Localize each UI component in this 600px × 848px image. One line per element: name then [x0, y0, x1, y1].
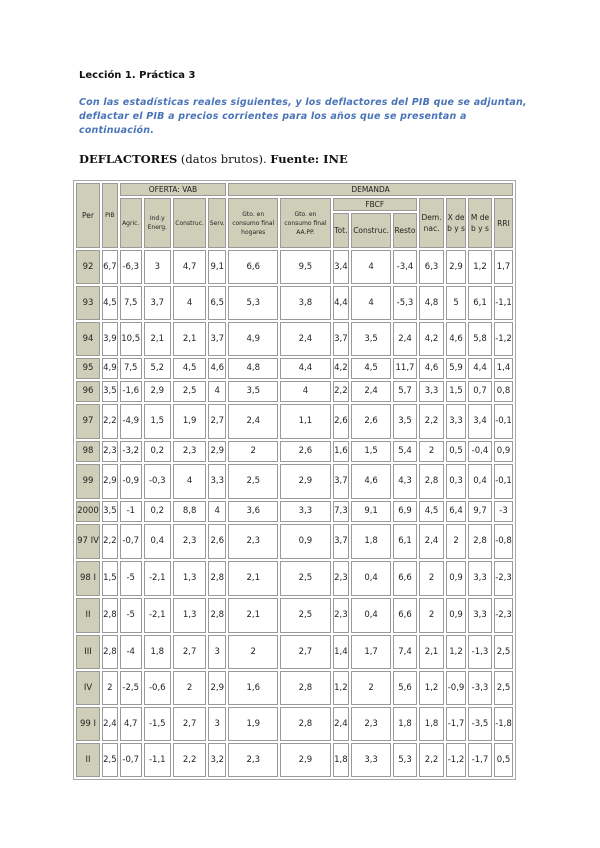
table-cell: 8,8 [173, 501, 206, 522]
table-cell: 2,7 [173, 707, 206, 741]
table-cell: 4 [208, 381, 226, 402]
table-cell: 5,2 [144, 358, 171, 379]
table-cell: 11,7 [393, 358, 417, 379]
table-cell: 3,3 [419, 381, 444, 402]
table-cell: 3,3 [351, 743, 391, 777]
table-cell: 2,4 [102, 707, 118, 741]
table-cell: -4 [120, 635, 142, 669]
table-cell: -1,1 [494, 286, 513, 320]
table-cell: 2,3 [102, 441, 118, 462]
table-cell: 1,9 [173, 404, 206, 439]
col-serv: Serv. [208, 198, 226, 248]
table-cell: 6,6 [393, 561, 417, 596]
table-cell: 2 [446, 524, 466, 559]
table-cell: 2 [419, 441, 444, 462]
table-cell: -5 [120, 598, 142, 633]
table-cell: 2,4 [419, 524, 444, 559]
lesson-title: Lección 1. Práctica 3 [79, 70, 196, 81]
table-cell: 2,4 [228, 404, 278, 439]
table-cell: 4,9 [228, 322, 278, 356]
table-cell: 3,5 [102, 501, 118, 522]
table-cell: 2,2 [419, 404, 444, 439]
table-cell: 4 [208, 501, 226, 522]
table-cell: 5,3 [393, 743, 417, 777]
table-cell: 2,2 [102, 524, 118, 559]
table-cell: 3,5 [351, 322, 391, 356]
table-cell: 1,4 [333, 635, 350, 669]
table-cell: 2,3 [173, 441, 206, 462]
table-cell: 5,6 [393, 671, 417, 705]
table-cell: 2,8 [208, 561, 226, 596]
table-cell: 2,7 [280, 635, 330, 669]
col-m-bys: M de b y s [468, 198, 492, 248]
table-cell: 1,7 [351, 635, 391, 669]
table-cell: 4,6 [208, 358, 226, 379]
heading-deflactores: DEFLACTORES [79, 152, 178, 166]
table-row [76, 441, 513, 462]
table-cell: 2,9 [144, 381, 171, 402]
table-row [76, 671, 513, 705]
table-cell: 2,3 [228, 743, 278, 777]
table-cell: -1,8 [494, 707, 513, 741]
table-cell: 5 [446, 286, 466, 320]
table-cell: 3 [208, 635, 226, 669]
table-cell: -0,6 [144, 671, 171, 705]
table-cell: 2,6 [333, 404, 350, 439]
table-cell: 2 [419, 598, 444, 633]
table-cell: 3,3 [446, 404, 466, 439]
table-cell: 1,2 [446, 635, 466, 669]
col-per: Per [76, 183, 100, 248]
row-period: 2000 [76, 501, 100, 522]
table-cell: 4 [351, 250, 391, 284]
table-cell: -1,3 [468, 635, 492, 669]
table-cell: 3,7 [333, 464, 350, 499]
table-cell: -3,5 [468, 707, 492, 741]
table-cell: -2,1 [144, 598, 171, 633]
table-cell: 6,4 [446, 501, 466, 522]
table-cell: 0,2 [144, 501, 171, 522]
table-cell: 2,8 [208, 598, 226, 633]
table-cell: -3,3 [468, 671, 492, 705]
table-cell: 2,3 [333, 561, 350, 596]
table-cell: 2,1 [228, 598, 278, 633]
table-cell: 0,5 [446, 441, 466, 462]
table-cell: 1,2 [419, 671, 444, 705]
table-cell: 6,9 [393, 501, 417, 522]
table-cell: 4,3 [393, 464, 417, 499]
table-cell: 4 [173, 464, 206, 499]
table-cell: 3,5 [102, 381, 118, 402]
table-cell: 1,5 [446, 381, 466, 402]
table-cell: 0,8 [494, 381, 513, 402]
table-cell: -1 [120, 501, 142, 522]
table-cell: 0,5 [494, 743, 513, 777]
table-cell: -2,3 [494, 561, 513, 596]
table-cell: 0,4 [351, 598, 391, 633]
table-cell: -0,9 [446, 671, 466, 705]
col-ind-energ: Ind.y Energ. [144, 198, 171, 248]
table-cell: 3,7 [144, 286, 171, 320]
table-cell: 3,3 [280, 501, 330, 522]
table-cell: -0,7 [120, 524, 142, 559]
table-cell: -2,1 [144, 561, 171, 596]
table-cell: 2,1 [144, 322, 171, 356]
table-cell: 1,8 [351, 524, 391, 559]
table-cell: 2,1 [419, 635, 444, 669]
table-cell: -0,3 [144, 464, 171, 499]
table-cell: -1,7 [446, 707, 466, 741]
table-cell: 6,7 [102, 250, 118, 284]
col-gto-hogares: Gto. en consumo final hogares [228, 198, 278, 248]
table-cell: 3,2 [208, 743, 226, 777]
table-cell: 3,5 [393, 404, 417, 439]
table-row [76, 286, 513, 320]
table-cell: 2,6 [208, 524, 226, 559]
table-cell: 3,4 [333, 250, 350, 284]
table-cell: 5,7 [393, 381, 417, 402]
table-row [76, 358, 513, 379]
table-cell: 1,8 [333, 743, 350, 777]
table-cell: 1,6 [333, 441, 350, 462]
table-cell: 4 [351, 286, 391, 320]
row-period: II [76, 743, 100, 777]
table-cell: 3,7 [333, 322, 350, 356]
table-cell: 0,9 [494, 441, 513, 462]
table-cell: -1,5 [144, 707, 171, 741]
table-cell: 3 [144, 250, 171, 284]
table-cell: 1,1 [280, 404, 330, 439]
table-cell: 6,5 [208, 286, 226, 320]
table-cell: 2,3 [351, 707, 391, 741]
table-cell: 2,4 [351, 381, 391, 402]
table-cell: 4,5 [173, 358, 206, 379]
col-pib: PIB [102, 183, 118, 248]
table-row [76, 381, 513, 402]
table-cell: -3,2 [120, 441, 142, 462]
table-cell: -5 [120, 561, 142, 596]
table-cell: 7,5 [120, 286, 142, 320]
col-fbcf-resto: Resto [393, 213, 417, 248]
table-row [76, 404, 513, 439]
table-cell: 4,7 [173, 250, 206, 284]
table-row [76, 598, 513, 633]
table-cell: 6,1 [393, 524, 417, 559]
group-fbcf: FBCF [333, 198, 418, 211]
table-cell: -0,4 [468, 441, 492, 462]
col-gto-aapp: Gto. en consumo final AA.PP. [280, 198, 330, 248]
table-cell: 2,8 [419, 464, 444, 499]
table-cell: 2,4 [280, 322, 330, 356]
table-cell: 3,3 [468, 598, 492, 633]
table-cell: -1,7 [468, 743, 492, 777]
table-cell: -1,6 [120, 381, 142, 402]
table-cell: 4,5 [351, 358, 391, 379]
table-cell: -0,7 [120, 743, 142, 777]
table-cell: 0,9 [446, 598, 466, 633]
table-cell: 9,5 [280, 250, 330, 284]
table-cell: 5,8 [468, 322, 492, 356]
table-cell: 1,2 [333, 671, 350, 705]
table-cell: 1,7 [494, 250, 513, 284]
table-cell: 7,4 [393, 635, 417, 669]
row-period: 94 [76, 322, 100, 356]
table-cell: 2,5 [494, 671, 513, 705]
table-cell: -2,3 [494, 598, 513, 633]
table-cell: -3 [494, 501, 513, 522]
row-period: 93 [76, 286, 100, 320]
table-cell: 4,8 [228, 358, 278, 379]
table-cell: 3,7 [333, 524, 350, 559]
col-construc: Construc. [173, 198, 206, 248]
table-cell: 2,8 [102, 635, 118, 669]
table-cell: 2,6 [351, 404, 391, 439]
table-cell: 7,5 [120, 358, 142, 379]
col-fbcf-tot: Tot. [333, 213, 350, 248]
table-cell: 4,2 [419, 322, 444, 356]
table-cell: 1,9 [228, 707, 278, 741]
table-cell: -3,4 [393, 250, 417, 284]
table-cell: -4,9 [120, 404, 142, 439]
table-cell: 0,9 [280, 524, 330, 559]
table-cell: 6,3 [419, 250, 444, 284]
table-row [76, 322, 513, 356]
table-cell: 2,5 [102, 743, 118, 777]
table-cell: 3,7 [208, 322, 226, 356]
table-cell: 6,6 [393, 598, 417, 633]
table-cell: 4,6 [446, 322, 466, 356]
table-cell: 3,5 [228, 381, 278, 402]
table-cell: 2,3 [333, 598, 350, 633]
table-cell: 0,9 [446, 561, 466, 596]
table-cell: 3,4 [468, 404, 492, 439]
table-cell: 6,1 [468, 286, 492, 320]
table-row [76, 561, 513, 596]
group-demanda: DEMANDA [228, 183, 513, 196]
row-period: 99 [76, 464, 100, 499]
col-fbcf-construc: Construc. [351, 213, 391, 248]
table-row [76, 635, 513, 669]
table-cell: 3,3 [468, 561, 492, 596]
table-cell: 9,1 [351, 501, 391, 522]
instructions-paragraph: Con las estadísticas reales siguientes, y los deflactores del PIB que se adjuntan, deflactar el PIB a precios corrientes para los años que se presentan a continuación. [79, 97, 527, 136]
table-cell: 0,4 [144, 524, 171, 559]
table-cell: 2,1 [173, 322, 206, 356]
table-cell: 7,3 [333, 501, 350, 522]
table-cell: 2,1 [228, 561, 278, 596]
table-cell: 5,3 [228, 286, 278, 320]
table-cell: 1,3 [173, 598, 206, 633]
table-row [76, 743, 513, 777]
table-cell: 2 [351, 671, 391, 705]
table-cell: -1,2 [494, 322, 513, 356]
row-period: 99 I [76, 707, 100, 741]
table-cell: 4,4 [333, 286, 350, 320]
table-cell: 4,6 [351, 464, 391, 499]
table-cell: 2 [419, 561, 444, 596]
table-cell: 4,7 [120, 707, 142, 741]
col-dem-nac: Dem. nac. [419, 198, 444, 248]
table-cell: 2,9 [280, 464, 330, 499]
table-row [76, 464, 513, 499]
table-cell: 2,2 [102, 404, 118, 439]
col-rri: RRI [494, 198, 513, 248]
heading-subtitle: (datos brutos). [177, 152, 271, 166]
table-cell: 4,5 [419, 501, 444, 522]
group-oferta-vab: OFERTA: VAB [120, 183, 226, 196]
table-cell: 1,5 [351, 441, 391, 462]
table-cell: 4,6 [419, 358, 444, 379]
table-cell: 2,6 [280, 441, 330, 462]
col-agric: Agric. [120, 198, 142, 248]
table-cell: -1,2 [446, 743, 466, 777]
table-cell: 2,5 [173, 381, 206, 402]
table-cell: 6,6 [228, 250, 278, 284]
table-cell: 0,2 [144, 441, 171, 462]
table-cell: 2,9 [208, 671, 226, 705]
col-x-bys: X de b y s [446, 198, 466, 248]
table-cell: 3,3 [208, 464, 226, 499]
table-heading [79, 152, 348, 166]
table-cell: 1,8 [144, 635, 171, 669]
table-cell: 2,8 [280, 707, 330, 741]
table-cell: 1,4 [494, 358, 513, 379]
table-cell: 1,8 [419, 707, 444, 741]
table-cell: 4,5 [102, 286, 118, 320]
deflactores-table [73, 180, 516, 780]
table-cell: 4,4 [280, 358, 330, 379]
table-cell: 0,3 [446, 464, 466, 499]
table-cell: 2,2 [419, 743, 444, 777]
row-period: III [76, 635, 100, 669]
table-cell: -0,8 [494, 524, 513, 559]
table-cell: -1,1 [144, 743, 171, 777]
table-cell: 1,6 [228, 671, 278, 705]
table-cell: 4 [280, 381, 330, 402]
table-row [76, 250, 513, 284]
table-cell: 2 [102, 671, 118, 705]
table-cell: 2,8 [280, 671, 330, 705]
table-cell: 2,2 [173, 743, 206, 777]
table-cell: 0,4 [351, 561, 391, 596]
table-cell: 3,9 [102, 322, 118, 356]
table-cell: -0,9 [120, 464, 142, 499]
table-cell: 9,1 [208, 250, 226, 284]
table-cell: 5,4 [393, 441, 417, 462]
table-cell: 2,9 [280, 743, 330, 777]
table-cell: 2,9 [208, 441, 226, 462]
table-cell: 2,5 [494, 635, 513, 669]
table-cell: 0,4 [468, 464, 492, 499]
table-cell: -5,3 [393, 286, 417, 320]
row-period: IV [76, 671, 100, 705]
table-cell: 4,8 [419, 286, 444, 320]
table-cell: 3 [208, 707, 226, 741]
table-cell: 2 [228, 441, 278, 462]
row-period: 97 IV [76, 524, 100, 559]
table-cell: 2,5 [280, 598, 330, 633]
table-cell: 2 [228, 635, 278, 669]
table-cell: -6,3 [120, 250, 142, 284]
table-row [76, 707, 513, 741]
table-cell: 0,7 [468, 381, 492, 402]
table-cell: 5,9 [446, 358, 466, 379]
table-cell: 3,6 [228, 501, 278, 522]
heading-source: Fuente: INE [270, 152, 348, 166]
table-cell: 1,3 [173, 561, 206, 596]
table-cell: 1,2 [468, 250, 492, 284]
table-cell: 2,5 [280, 561, 330, 596]
table-cell: -2,5 [120, 671, 142, 705]
table-cell: 2,9 [102, 464, 118, 499]
table-body [76, 250, 513, 777]
row-period: 98 [76, 441, 100, 462]
table-cell: 3,8 [280, 286, 330, 320]
table-cell: 2,9 [446, 250, 466, 284]
table-cell: 1,5 [144, 404, 171, 439]
table-cell: 2,2 [333, 381, 350, 402]
table-cell: 4,4 [468, 358, 492, 379]
table-cell: -0,1 [494, 404, 513, 439]
row-period: 96 [76, 381, 100, 402]
row-period: 97 [76, 404, 100, 439]
table-cell: 1,8 [393, 707, 417, 741]
table-cell: 9,7 [468, 501, 492, 522]
row-period: 92 [76, 250, 100, 284]
table-cell: 2,5 [228, 464, 278, 499]
table-row [76, 501, 513, 522]
table-row [76, 524, 513, 559]
table-cell: 2,7 [208, 404, 226, 439]
table-cell: -0,1 [494, 464, 513, 499]
table-cell: 2 [173, 671, 206, 705]
table-cell: 2,3 [228, 524, 278, 559]
row-period: 95 [76, 358, 100, 379]
table-cell: 2,4 [333, 707, 350, 741]
row-period: II [76, 598, 100, 633]
table-cell: 2,3 [173, 524, 206, 559]
table-cell: 2,8 [102, 598, 118, 633]
row-period: 98 I [76, 561, 100, 596]
table-cell: 1,5 [102, 561, 118, 596]
table-cell: 4,9 [102, 358, 118, 379]
table-cell: 10,5 [120, 322, 142, 356]
table-cell: 2,8 [468, 524, 492, 559]
table-cell: 4 [173, 286, 206, 320]
table-cell: 2,4 [393, 322, 417, 356]
table-cell: 2,7 [173, 635, 206, 669]
table-cell: 4,2 [333, 358, 350, 379]
